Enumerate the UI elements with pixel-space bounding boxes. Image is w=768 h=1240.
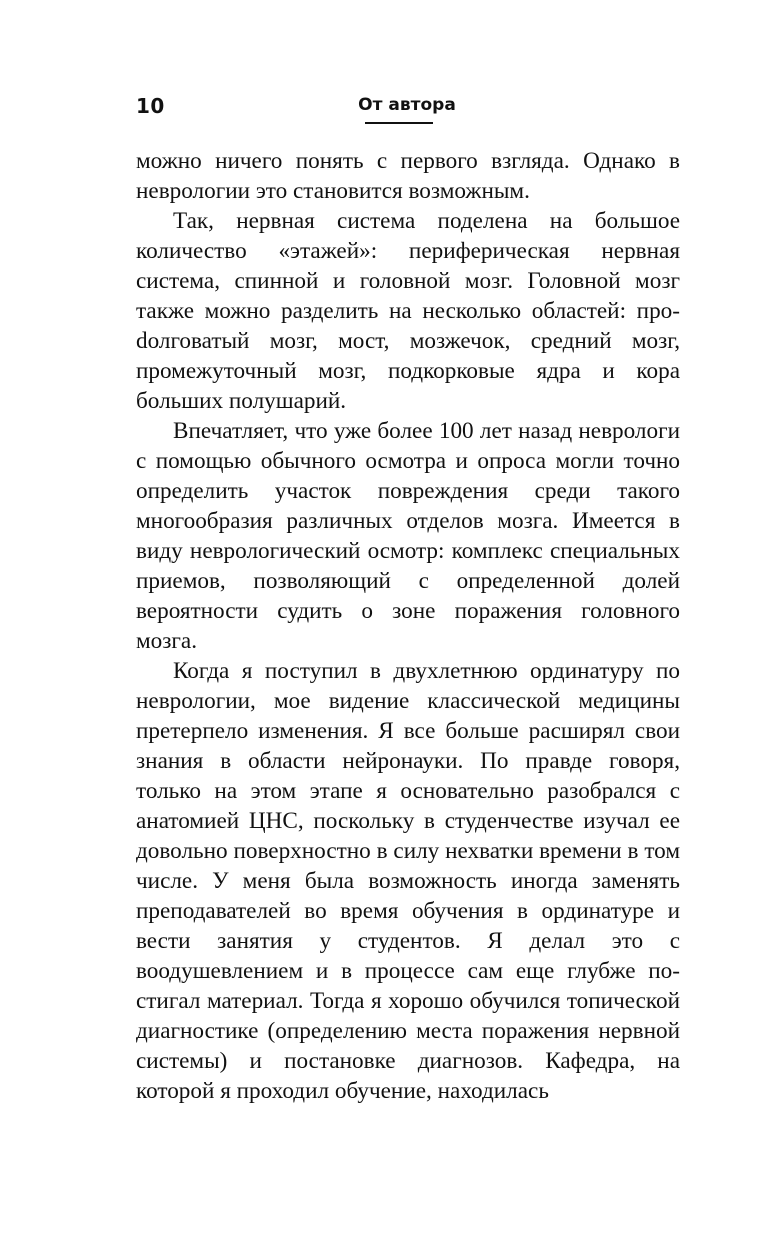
title-underline (365, 122, 433, 124)
page-number: 10 (136, 94, 165, 118)
paragraph: Когда я поступил в двухлетнюю ординатуру по неврологии, мое видение классической медицины претерпело изменения. Я все больше расширял свои знания в области нейронауки. По правде говоря, только на этом этапе я основательно разобрался с анатомией ЦНС, поскольку в студенчестве изучал ее довольно поверхностно в силу нехватки времени в том числе. У меня была возможность иногда заменять преподавателей во время обучения в ординатуре и вести занятия у студентов. Я делал это с воодушевлением и в процессе сам еще глубже постигал материал. Тогда я хорошо обучился топической диагностике (определению места поражения нервной системы) и постановке диагнозов. Кафедра, на которой я проходил обучение, находилась (136, 658, 680, 1104)
running-head (136, 92, 680, 128)
paragraph: Так, нервная система поделена на большое количество «этажей»: периферическая нервная система, спинной и головной мозг. Головной мозг также можно разделить на несколько областей: проdолговатый мозг, мост, мозжечок, средний мозг, промежуточный мозг, подкорковые ядра и кора больших полушарий. (136, 208, 680, 414)
paragraph-continued: можно ничего понять с первого взгляда. Однако в неврологии это становится возможным. (136, 148, 680, 204)
body-text (136, 146, 680, 1106)
section-title: От автора (358, 95, 456, 115)
paragraph: Впечатляет, что уже более 100 лет назад неврологи с помощью обычного осмотра и опроса могли точно определить участок повреждения среди такого многообразия различных отделов мозга. Имеется в виду неврологический осмотр: комплекс специальных приемов, позволяющий с определенной долей вероятности судить о зоне поражения головного мозга. (136, 418, 680, 654)
